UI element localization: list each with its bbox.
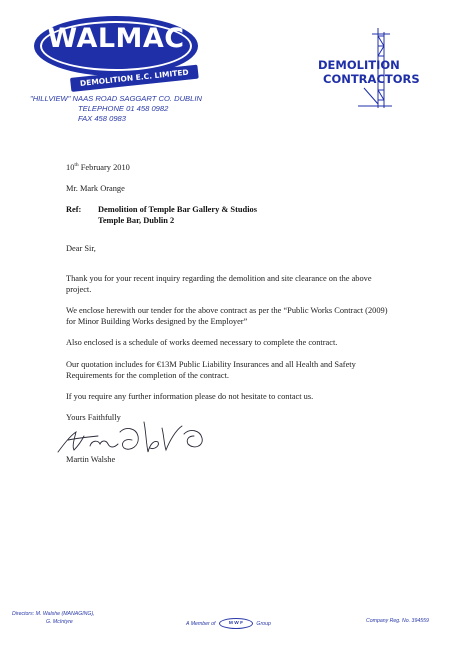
ref-label: Ref:	[66, 205, 82, 214]
paragraph-5: If you require any further information please do not hesitate to contact us.	[66, 392, 314, 402]
company-registration: Company Reg. No. 394559	[366, 618, 429, 624]
directors-line-2: G. McIntyre	[46, 619, 73, 625]
ref-line-1: Demolition of Temple Bar Gallery & Studios	[98, 205, 257, 214]
paragraph-2: We enclose herewith our tender for the above contract as per the “Public Works Contract (2009) for Minor Building Works designed by the Employer”	[66, 306, 388, 326]
side-line-2: CONTRACTORS	[323, 72, 420, 86]
logo-subtitle: DEMOLITION E.C. LIMITED	[70, 65, 199, 92]
member-suffix: Group	[256, 620, 271, 627]
recipient: Mr. Mark Orange	[66, 184, 125, 193]
demolition-contractors-mark	[318, 28, 438, 108]
telephone-line: TELEPHONE 01 458 0982	[78, 104, 169, 113]
footer-membership	[186, 618, 271, 629]
closing: Yours Faithfully	[66, 413, 121, 422]
date-day: 10	[66, 163, 75, 172]
date-suffix: th	[74, 162, 79, 169]
paragraph-4: Our quotation includes for €13M Public Liability Insurances and all Health and Safety Requirements for the completion of the contract.	[66, 360, 356, 380]
demolition-contractors-text	[318, 58, 438, 86]
date-rest: February 2010	[78, 163, 130, 172]
mwf-group-logo: M W F	[219, 618, 253, 629]
letter-date	[66, 163, 130, 172]
salutation: Dear Sir,	[66, 244, 96, 253]
handwritten-signature	[54, 418, 214, 458]
side-line-1: DEMOLITION	[318, 58, 400, 72]
walmac-logo	[34, 16, 204, 88]
footer-directors	[12, 610, 172, 626]
directors-line-1: Directors: M. Walshe (MANAGING),	[12, 611, 95, 617]
ref-line-2: Temple Bar, Dublin 2	[98, 215, 175, 225]
logo-name: WALMAC	[47, 23, 185, 54]
member-prefix: A Member of	[186, 620, 216, 627]
fax-line: FAX 458 0983	[78, 114, 126, 123]
letterhead-address	[30, 94, 250, 124]
address-line: "HILLVIEW" NAAS ROAD SAGGART CO. DUBLIN	[30, 94, 202, 103]
signer-name: Martin Walshe	[66, 455, 116, 464]
paragraph-3: Also enclosed is a schedule of works deemed necessary to complete the contract.	[66, 338, 338, 348]
paragraph-1: Thank you for your recent inquiry regarding the demolition and site clearance on the above project.	[66, 274, 372, 294]
